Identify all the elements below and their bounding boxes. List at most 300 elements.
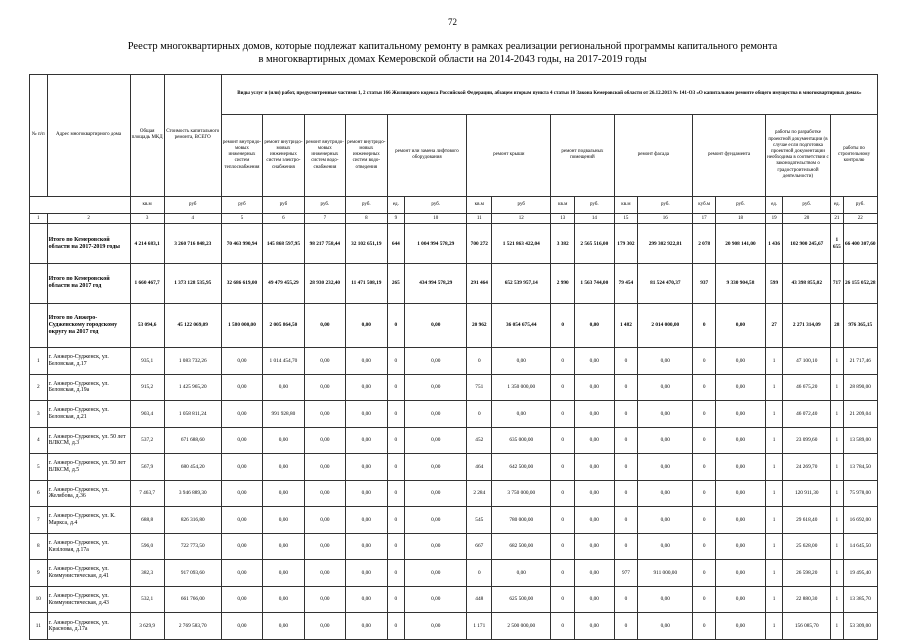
totals-value: 0 bbox=[551, 303, 575, 347]
totals-value: 1 660 467,7 bbox=[130, 264, 164, 304]
row-value: 625 500,00 bbox=[492, 586, 551, 613]
column-number: 16 bbox=[638, 214, 693, 224]
totals-value: 27 bbox=[765, 303, 783, 347]
row-value: 0,00 bbox=[304, 348, 345, 375]
row-value: 0,00 bbox=[575, 374, 614, 401]
row-value: 0,00 bbox=[638, 507, 693, 534]
unit-cell: ед. bbox=[765, 196, 783, 214]
totals-value: 49 479 455,29 bbox=[263, 264, 304, 304]
totals-value: 2 014 000,00 bbox=[638, 303, 693, 347]
table-row bbox=[30, 348, 878, 375]
units-row bbox=[30, 196, 878, 214]
row-value: 0,00 bbox=[346, 560, 387, 587]
row-value: 2 769 583,70 bbox=[164, 613, 221, 640]
row-value: 0,00 bbox=[492, 348, 551, 375]
row-value: 0,00 bbox=[575, 560, 614, 587]
row-value: 464 bbox=[467, 454, 492, 481]
row-value: 0 bbox=[614, 613, 638, 640]
row-value: 915,2 bbox=[130, 374, 164, 401]
totals-value: 2 078 bbox=[693, 224, 716, 264]
column-number: 22 bbox=[843, 214, 877, 224]
header-address: Адрес многоквартирного дома bbox=[47, 75, 130, 197]
totals-value: 0 bbox=[387, 303, 405, 347]
totals-value: 2 990 bbox=[551, 264, 575, 304]
totals-value: 1 482 bbox=[614, 303, 638, 347]
row-value: 1 bbox=[765, 427, 783, 454]
row-value: 635 000,00 bbox=[492, 427, 551, 454]
row-value: 1 bbox=[765, 480, 783, 507]
row-value: 0 bbox=[614, 507, 638, 534]
totals-value: 28 bbox=[831, 303, 843, 347]
row-value: 0,00 bbox=[638, 427, 693, 454]
row-value: 1 bbox=[831, 401, 843, 428]
unit-cell: руб bbox=[221, 196, 262, 214]
row-value: 0 bbox=[387, 613, 405, 640]
column-number: 14 bbox=[575, 214, 614, 224]
row-value: 0,00 bbox=[716, 533, 766, 560]
row-value: 537,2 bbox=[130, 427, 164, 454]
row-value: 0,00 bbox=[405, 613, 467, 640]
column-number: 1 bbox=[30, 214, 48, 224]
row-address: г. Анжеро-Судженск, ул. Краснова, д.17а bbox=[47, 613, 130, 640]
totals-value: 1 580 000,00 bbox=[221, 303, 262, 347]
row-value: 0,00 bbox=[346, 401, 387, 428]
row-value: 0,00 bbox=[346, 613, 387, 640]
row-value: 0,00 bbox=[405, 533, 467, 560]
totals-value: 644 bbox=[387, 224, 405, 264]
row-value: 0,00 bbox=[638, 613, 693, 640]
row-value: 0,00 bbox=[263, 586, 304, 613]
header-supervision: работы по строительному контролю bbox=[831, 114, 878, 196]
row-value: 47 100,10 bbox=[783, 348, 831, 375]
row-address: г. Анжеро-Судженск, ул. Беловская, д.17 bbox=[47, 348, 130, 375]
row-value: 0,00 bbox=[346, 454, 387, 481]
totals-value: 11 471 508,19 bbox=[346, 264, 387, 304]
row-value: 0,00 bbox=[716, 348, 766, 375]
unit-cell: руб bbox=[492, 196, 551, 214]
totals-value: 81 524 470,37 bbox=[638, 264, 693, 304]
row-value: 0,00 bbox=[638, 374, 693, 401]
row-value: 1 bbox=[831, 374, 843, 401]
row-value: 0 bbox=[693, 533, 716, 560]
row-value: 0,00 bbox=[221, 454, 262, 481]
row-value: 13 784,50 bbox=[843, 454, 877, 481]
totals-value: 36 054 675,44 bbox=[492, 303, 551, 347]
row-value: 0,00 bbox=[716, 401, 766, 428]
row-value: 1 bbox=[831, 560, 843, 587]
column-number: 12 bbox=[492, 214, 551, 224]
row-value: 0,00 bbox=[221, 348, 262, 375]
row-value: 0,00 bbox=[716, 374, 766, 401]
row-value: 28 890,00 bbox=[843, 374, 877, 401]
column-number: 11 bbox=[467, 214, 492, 224]
row-value: 0 bbox=[467, 401, 492, 428]
row-value: 156 085,70 bbox=[783, 613, 831, 640]
row-value: 0 bbox=[551, 586, 575, 613]
row-value: 0 bbox=[614, 401, 638, 428]
row-value: 0,00 bbox=[263, 613, 304, 640]
row-value: 0 bbox=[614, 427, 638, 454]
totals-value: 265 bbox=[387, 264, 405, 304]
header-repair-facade: ремонт фасада bbox=[614, 114, 693, 196]
row-value: 3 946 889,30 bbox=[164, 480, 221, 507]
row-value: 0,00 bbox=[405, 454, 467, 481]
unit-cell: руб. bbox=[716, 196, 766, 214]
row-value: 0,00 bbox=[221, 374, 262, 401]
row-value: 0 bbox=[387, 374, 405, 401]
title-line-2: в многоквартирных домах Кемеровской области на 2014-2043 годы, на 2017-2019 годы bbox=[258, 54, 647, 65]
row-value: 0,00 bbox=[638, 533, 693, 560]
column-number: 3 bbox=[130, 214, 164, 224]
row-value: 1 bbox=[765, 560, 783, 587]
row-value: 911 000,00 bbox=[638, 560, 693, 587]
row-value: 826 316,80 bbox=[164, 507, 221, 534]
totals-value: 0,00 bbox=[575, 303, 614, 347]
totals-value: 717 bbox=[831, 264, 843, 304]
row-value: 0 bbox=[614, 348, 638, 375]
row-value: 0,00 bbox=[263, 427, 304, 454]
row-value: 13 589,00 bbox=[843, 427, 877, 454]
row-value: 0,00 bbox=[221, 401, 262, 428]
column-number: 6 bbox=[263, 214, 304, 224]
unit-cell: куб.м bbox=[693, 196, 716, 214]
row-value: 0 bbox=[387, 427, 405, 454]
table-row bbox=[30, 560, 878, 587]
row-value: 532,1 bbox=[130, 586, 164, 613]
row-value: 0,00 bbox=[405, 586, 467, 613]
row-value: 0 bbox=[693, 507, 716, 534]
row-value: 0,00 bbox=[405, 374, 467, 401]
table-row bbox=[30, 613, 878, 640]
row-value: 0,00 bbox=[304, 374, 345, 401]
row-value: 0 bbox=[387, 401, 405, 428]
row-value: 0,00 bbox=[575, 480, 614, 507]
row-value: 0,00 bbox=[405, 480, 467, 507]
row-number: 8 bbox=[30, 533, 48, 560]
row-value: 0 bbox=[551, 454, 575, 481]
row-value: 0 bbox=[551, 401, 575, 428]
header-area: Общая площадь МКД bbox=[130, 75, 164, 197]
row-value: 642 500,00 bbox=[492, 454, 551, 481]
row-value: 452 bbox=[467, 427, 492, 454]
row-value: 1 bbox=[831, 454, 843, 481]
totals-value: 45 122 069,09 bbox=[164, 303, 221, 347]
row-address: г. Анжеро-Судженск, ул. Желябова, д.36 bbox=[47, 480, 130, 507]
row-value: 0 bbox=[693, 401, 716, 428]
row-value: 0,00 bbox=[716, 480, 766, 507]
table-row bbox=[30, 427, 878, 454]
totals-value: 2 271 314,09 bbox=[783, 303, 831, 347]
row-value: 0,00 bbox=[405, 401, 467, 428]
row-value: 1 bbox=[765, 454, 783, 481]
header-repair-foundation: ремонт фундамента bbox=[693, 114, 766, 196]
row-value: 1 bbox=[831, 507, 843, 534]
row-value: 22 880,30 bbox=[783, 586, 831, 613]
title-line-1: Реестр многоквартирных домов, которые подлежат капитальному ремонту в рамках реализации региональной программы капитального ремонта bbox=[127, 41, 778, 52]
row-value: 0,00 bbox=[575, 586, 614, 613]
row-number: 2 bbox=[30, 374, 48, 401]
header-repair-water: ремонт внутридо-мовых инженерных систем водо-снабжения bbox=[304, 114, 345, 196]
column-number: 7 bbox=[304, 214, 345, 224]
row-value: 0,00 bbox=[346, 586, 387, 613]
header-repair-roof: ремонт крыши bbox=[467, 114, 551, 196]
totals-value: 79 454 bbox=[614, 264, 638, 304]
unit-cell: ед. bbox=[387, 196, 405, 214]
totals-value: 66 400 307,60 bbox=[843, 224, 877, 264]
row-value: 26 598,20 bbox=[783, 560, 831, 587]
row-value: 46 072,40 bbox=[783, 401, 831, 428]
totals-label: Итого по Кемеровской области на 2017-2019 годы bbox=[47, 224, 130, 264]
totals-value: 2 565 516,00 bbox=[575, 224, 614, 264]
row-value: 0 bbox=[467, 560, 492, 587]
row-number: 7 bbox=[30, 507, 48, 534]
row-value: 0 bbox=[693, 374, 716, 401]
unit-cell: кв.м bbox=[130, 196, 164, 214]
totals-value: 2 005 864,50 bbox=[263, 303, 304, 347]
row-value: 0,00 bbox=[575, 507, 614, 534]
row-value: 751 bbox=[467, 374, 492, 401]
totals-value: 1 373 128 535,95 bbox=[164, 264, 221, 304]
totals-value: 0,00 bbox=[304, 303, 345, 347]
row-value: 1 bbox=[765, 374, 783, 401]
column-number: 21 bbox=[831, 214, 843, 224]
table-row bbox=[30, 586, 878, 613]
row-address: г. Анжеро-Судженск, ул. Беловская, д.21 bbox=[47, 401, 130, 428]
row-value: 0 bbox=[551, 613, 575, 640]
totals-value: 1 521 863 422,04 bbox=[492, 224, 551, 264]
unit-cell: руб. bbox=[405, 196, 467, 214]
totals-num bbox=[30, 264, 48, 304]
unit-cell: руб. bbox=[346, 196, 387, 214]
row-value: 0,00 bbox=[304, 427, 345, 454]
totals-value: 700 272 bbox=[467, 224, 492, 264]
row-value: 16 692,00 bbox=[843, 507, 877, 534]
units-spacer bbox=[30, 196, 131, 214]
unit-cell: руб bbox=[164, 196, 221, 214]
header-design-docs: работы по разработке проектной документации (в случае если подготовка проектной документации необходима в соответствии с законодательством о градостроительной деятельности) bbox=[765, 114, 830, 196]
column-number: 4 bbox=[164, 214, 221, 224]
row-address: г. Анжеро-Судженск, ул. Коммунистическая, д.41 bbox=[47, 560, 130, 587]
row-value: 1 bbox=[765, 507, 783, 534]
row-value: 1 bbox=[831, 480, 843, 507]
row-value: 0,00 bbox=[575, 613, 614, 640]
totals-value: 976 365,15 bbox=[843, 303, 877, 347]
totals-value: 299 302 922,81 bbox=[638, 224, 693, 264]
row-number: 4 bbox=[30, 427, 48, 454]
page-number: 72 bbox=[448, 17, 457, 27]
totals-value: 0,00 bbox=[405, 303, 467, 347]
column-number-row bbox=[30, 214, 878, 224]
row-value: 0,00 bbox=[263, 480, 304, 507]
row-value: 917 093,60 bbox=[164, 560, 221, 587]
row-value: 0 bbox=[693, 348, 716, 375]
row-value: 0 bbox=[614, 480, 638, 507]
totals-row bbox=[30, 303, 878, 347]
row-address: г. Анжеро-Судженск, ул. Коммунистическая, д.43 bbox=[47, 586, 130, 613]
row-address: г. Анжеро-Судженск, ул. К. Маркса, д.4 bbox=[47, 507, 130, 534]
row-value: 0 bbox=[693, 560, 716, 587]
totals-value: 70 463 990,94 bbox=[221, 224, 262, 264]
row-value: 46 675,20 bbox=[783, 374, 831, 401]
row-value: 722 773,50 bbox=[164, 533, 221, 560]
row-value: 0,00 bbox=[304, 454, 345, 481]
row-value: 0,00 bbox=[346, 348, 387, 375]
row-value: 661 766,00 bbox=[164, 586, 221, 613]
row-value: 1 350 000,00 bbox=[492, 374, 551, 401]
row-value: 0,00 bbox=[221, 427, 262, 454]
row-value: 0 bbox=[693, 454, 716, 481]
row-value: 0,00 bbox=[263, 507, 304, 534]
row-value: 680 454,20 bbox=[164, 454, 221, 481]
row-value: 0,00 bbox=[304, 507, 345, 534]
row-address: г. Анжеро-Судженск, ул. Беловская, д.19а bbox=[47, 374, 130, 401]
row-value: 1 bbox=[831, 427, 843, 454]
row-value: 14 645,50 bbox=[843, 533, 877, 560]
totals-value: 179 302 bbox=[614, 224, 638, 264]
row-value: 448 bbox=[467, 586, 492, 613]
totals-value: 1 563 744,00 bbox=[575, 264, 614, 304]
row-value: 0,00 bbox=[304, 613, 345, 640]
row-value: 0,00 bbox=[346, 533, 387, 560]
row-address: г. Анжеро-Судженск, ул. 50 лет ВЛКСМ, д.3 bbox=[47, 427, 130, 454]
table-row bbox=[30, 374, 878, 401]
row-value: 0 bbox=[614, 454, 638, 481]
row-value: 1 bbox=[765, 586, 783, 613]
column-number: 2 bbox=[47, 214, 130, 224]
row-value: 0 bbox=[387, 560, 405, 587]
row-value: 0,00 bbox=[263, 454, 304, 481]
unit-cell: ед. bbox=[831, 196, 843, 214]
row-value: 25 628,00 bbox=[783, 533, 831, 560]
row-value: 0 bbox=[551, 507, 575, 534]
row-value: 0 bbox=[551, 374, 575, 401]
row-value: 0 bbox=[387, 454, 405, 481]
row-value: 0,00 bbox=[716, 507, 766, 534]
document-title bbox=[70, 40, 835, 66]
totals-value: 53 094,6 bbox=[130, 303, 164, 347]
totals-value: 145 868 597,95 bbox=[263, 224, 304, 264]
totals-value: 3 260 716 848,23 bbox=[164, 224, 221, 264]
totals-value: 26 155 052,28 bbox=[843, 264, 877, 304]
totals-value: 32 102 651,19 bbox=[346, 224, 387, 264]
row-value: 0 bbox=[551, 560, 575, 587]
row-value: 13 385,70 bbox=[843, 586, 877, 613]
unit-cell: кв.м bbox=[551, 196, 575, 214]
row-value: 0 bbox=[387, 533, 405, 560]
table-row bbox=[30, 480, 878, 507]
row-address: г. Анжеро-Судженск, ул. 50 лет ВЛКСМ, д.5 bbox=[47, 454, 130, 481]
totals-value: 0,00 bbox=[346, 303, 387, 347]
row-value: 1 bbox=[765, 533, 783, 560]
totals-value: 3 382 bbox=[551, 224, 575, 264]
row-number: 6 bbox=[30, 480, 48, 507]
unit-cell: кв.м bbox=[467, 196, 492, 214]
header-services-group: Виды услуг и (или) работ, предусмотренные частями 1, 2 статьи 166 Жилищного кодекса Российской Федерации, абзацем вторым пункта 4 статьи 10 Закона Кемеровской области от 26.12.2013 № 141-ОЗ «О капитальном ремонте общего имущества в многоквартирных домах» bbox=[221, 75, 877, 115]
header-repair-heat: ремонт внутридо-мовых инженерных систем теплоснабжения bbox=[221, 114, 262, 196]
table-row bbox=[30, 454, 878, 481]
totals-num bbox=[30, 224, 48, 264]
row-value: 0,00 bbox=[575, 348, 614, 375]
totals-num bbox=[30, 303, 48, 347]
row-value: 0,00 bbox=[575, 401, 614, 428]
row-value: 29 618,40 bbox=[783, 507, 831, 534]
totals-value: 0 bbox=[693, 303, 716, 347]
row-value: 0,00 bbox=[716, 560, 766, 587]
row-value: 0 bbox=[614, 374, 638, 401]
totals-value: 9 330 904,58 bbox=[716, 264, 766, 304]
row-value: 667 bbox=[467, 533, 492, 560]
unit-cell: руб. bbox=[783, 196, 831, 214]
row-value: 0,00 bbox=[221, 533, 262, 560]
row-value: 1 171 bbox=[467, 613, 492, 640]
row-value: 0,00 bbox=[638, 586, 693, 613]
unit-cell: руб. bbox=[638, 196, 693, 214]
row-value: 1 425 965,20 bbox=[164, 374, 221, 401]
row-value: 935,1 bbox=[130, 348, 164, 375]
row-number: 3 bbox=[30, 401, 48, 428]
header-repair-drain: ремонт внутридо-мовых инженерных систем водо-отведения bbox=[346, 114, 387, 196]
row-value: 19 495,40 bbox=[843, 560, 877, 587]
row-value: 0,00 bbox=[346, 374, 387, 401]
row-value: 0,00 bbox=[638, 348, 693, 375]
row-value: 0,00 bbox=[304, 560, 345, 587]
row-value: 0,00 bbox=[221, 480, 262, 507]
row-value: 0 bbox=[551, 533, 575, 560]
row-value: 0,00 bbox=[304, 586, 345, 613]
row-number: 9 bbox=[30, 560, 48, 587]
registry-table bbox=[29, 74, 878, 640]
row-address: г. Анжеро-Судженск, ул. Кизіловая, д.17а bbox=[47, 533, 130, 560]
header-cost-total: Стоимость капитального ремонта, ВСЕГО bbox=[164, 75, 221, 197]
row-value: 991 928,80 bbox=[263, 401, 304, 428]
row-value: 0,00 bbox=[221, 560, 262, 587]
totals-value: 1 436 bbox=[765, 224, 783, 264]
totals-value: 0,00 bbox=[716, 303, 766, 347]
row-value: 0 bbox=[387, 586, 405, 613]
column-number: 10 bbox=[405, 214, 467, 224]
row-value: 1 bbox=[831, 586, 843, 613]
row-value: 0 bbox=[693, 480, 716, 507]
row-value: 977 bbox=[614, 560, 638, 587]
row-value: 0,00 bbox=[263, 533, 304, 560]
totals-value: 4 214 683,1 bbox=[130, 224, 164, 264]
header-num: № п/п bbox=[30, 75, 48, 197]
row-value: 0,00 bbox=[716, 586, 766, 613]
row-value: 24 269,70 bbox=[783, 454, 831, 481]
totals-row bbox=[30, 224, 878, 264]
column-number: 8 bbox=[346, 214, 387, 224]
row-value: 1 014 454,70 bbox=[263, 348, 304, 375]
totals-value: 98 217 758,44 bbox=[304, 224, 345, 264]
column-number: 15 bbox=[614, 214, 638, 224]
row-value: 0,00 bbox=[405, 427, 467, 454]
row-value: 75 978,00 bbox=[843, 480, 877, 507]
row-value: 0,00 bbox=[492, 560, 551, 587]
row-value: 0,00 bbox=[304, 480, 345, 507]
row-number: 11 bbox=[30, 613, 48, 640]
row-value: 0,00 bbox=[304, 401, 345, 428]
column-number: 17 bbox=[693, 214, 716, 224]
row-value: 0 bbox=[614, 533, 638, 560]
column-number: 20 bbox=[783, 214, 831, 224]
header-repair-lift: ремонт или замена лифтового оборудования bbox=[387, 114, 467, 196]
totals-value: 43 398 855,02 bbox=[783, 264, 831, 304]
row-value: 1 bbox=[831, 348, 843, 375]
row-value: 21 717,46 bbox=[843, 348, 877, 375]
totals-value: 1 004 994 578,29 bbox=[405, 224, 467, 264]
row-value: 682 500,00 bbox=[492, 533, 551, 560]
row-value: 0,00 bbox=[638, 480, 693, 507]
